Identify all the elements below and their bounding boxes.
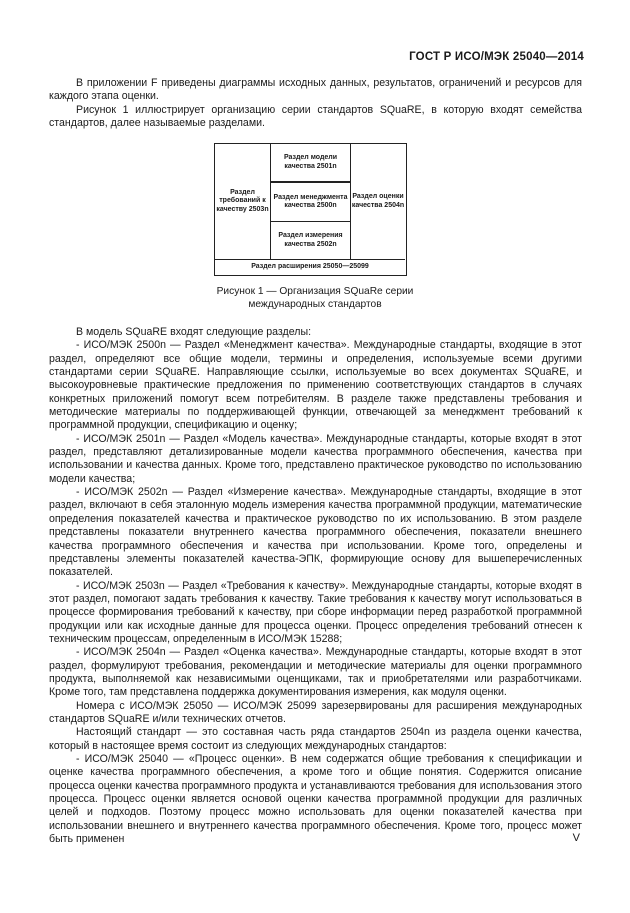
page-number: V xyxy=(572,832,580,844)
paragraph: - ИСО/МЭК 2503n — Раздел «Требования к качеству». Международные стандарты, которые входят в этот раздел, помогают задать требования к качеству. Такие требования к качеству могут использоваться в процессе формирования требований к качеству, при сборе информации перед разработкой программной продукции или как исходные данные для процесса оценки. Процесс определения требований отнесен к техническим процессам, определенным в ИСО/МЭК 15288; xyxy=(49,579,582,645)
paragraph: - ИСО/МЭК 2502n — Раздел «Измерение качества». Международные стандарты, входящие в этот раздел, включают в себя эталонную модель измерения качества программной продукции, математические определения показателей качества и практическое руководство по их использованию. В этом разделе представлены показатели внутреннего качества программного обеспечения, показатели внешнего качества программного обеспечения и качества при использовании. Кроме того, определены и представлены элементы показателей качества-ЭПК, формирующие основу для вышеперечисленных показателей. xyxy=(49,486,582,579)
diagram-box-measurement: Раздел измерения качества 2502n xyxy=(271,222,350,260)
paragraph: В приложении F приведены диаграммы исходных данных, результатов, ограничений и ресурсов для каждого этапа оценки. xyxy=(49,77,582,103)
paragraph: Номера с ИСО/МЭК 25050 — ИСО/МЭК 25099 зарезервированы для расширения международных стандартов SQuaRE и/или технических отчетов. xyxy=(49,699,582,725)
diagram-box-extension: Раздел расширения 25050—25099 xyxy=(251,262,369,270)
diagram-box-evaluation: Раздел оценки качества 2504n xyxy=(350,144,405,260)
intro-text xyxy=(49,77,582,130)
square-series-diagram xyxy=(214,143,407,276)
paragraph: - ИСО/МЭК 2504n — Раздел «Оценка качества». Международные стандарты, которые входят в этот раздел, формулируют требования, рекомендации и методические материалы для оценки программного продукта, выполняемой как независимыми оценщиками, так и приобретателями или разработчиками. Кроме того, там представлена поддержка документирования измерения, как модуля оценки. xyxy=(49,646,582,699)
document-header: ГОСТ Р ИСО/МЭК 25040—2014 xyxy=(409,51,584,63)
paragraph: Рисунок 1 иллюстрирует организацию серии стандартов SQuaRE, в которую входят семейства стандартов, далее называемые разделами. xyxy=(49,103,582,130)
paragraph: - ИСО/МЭК 2501n — Раздел «Модель качества». Международные стандарты, которые входят в этот раздел, представляют детализированные модели качества программного обеспечения, качества при использовании и качества данных. Кроме того, представлено практическое руководство по использованию модели качества; xyxy=(49,432,582,485)
figure-caption xyxy=(0,285,630,311)
paragraph: В модель SQuaRE входят следующие разделы: xyxy=(76,326,312,338)
body-text xyxy=(49,326,582,846)
paragraph: - ИСО/МЭК 2500n — Раздел «Менеджмент качества». Международные стандарты, входящие в этот раздел, определяют все общие модели, термины и определения, используемые всеми другими стандартами серии SQuaRE. Направляющие ссылки, используемые во всех документах SQuaRE, и высокоуровневые практические предложения по применению соответствующих стандартов в случаях конкретных приложений помогут всем потребителям. В разделе также представлены требования и методические материалы по поддерживающей функции, отвечающей за менеджмент требований к программной продукции, спецификацию и оценку; xyxy=(49,339,582,432)
figure-caption-line: Рисунок 1 — Организация SQuaRe серии xyxy=(216,286,414,297)
figure-caption-line: международных стандартов xyxy=(248,299,382,310)
paragraph: - ИСО/МЭК 25040 — «Процесс оценки». В нем содержатся общие требования к спецификации и оценке качества программного обеспечения, а кроме того и общие понятия. Содержится описание процесса оценки качества программного продукта и устанавливаются требования для использования этого процесса. Процесс оценки является основой оценки качества программной продукции для различных целей и подходов. Поэтому процесс можно использовать для оценки показателей качества при использовании внешнего и внутреннего качества программного обеспечения. Кроме того, процесс может быть применен xyxy=(49,753,582,846)
diagram-box-requirements: Раздел требований к качеству 2503n xyxy=(215,144,271,260)
diagram-box-management: Раздел менеджмента качества 2500n xyxy=(271,182,350,222)
paragraph: Настоящий стандарт — это составная часть ряда стандартов 2504n из раздела оценки качества, который в настоящее время состоит из следующих международных стандартов: xyxy=(49,726,582,752)
diagram-box-model: Раздел модели качества 2501n xyxy=(271,144,350,182)
